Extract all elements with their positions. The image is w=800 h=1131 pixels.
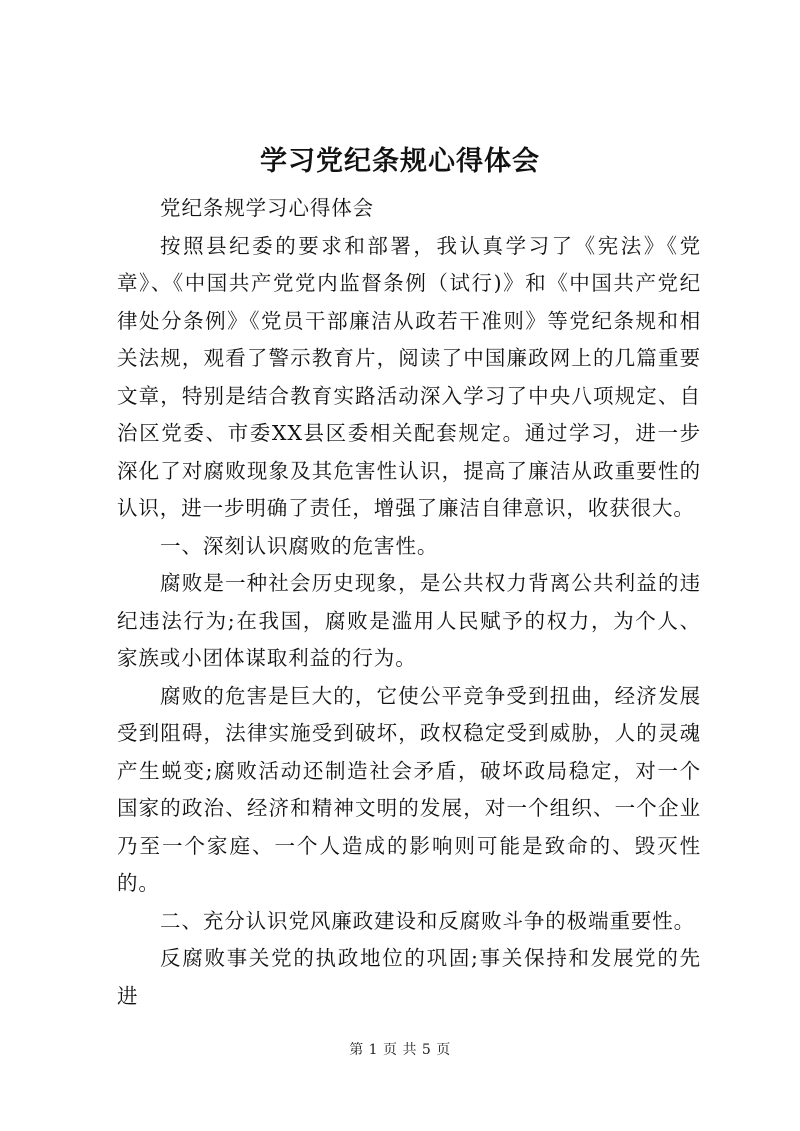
document-title: 学习党纪条规心得体会 bbox=[260, 146, 540, 177]
paragraph-harm: 腐败的危害是巨大的，它使公平竞争受到扭曲，经济发展受到阻碍，法律实施受到破坏，政权稳定受到威胁，人的灵魂产生蜕变;腐败活动还制造社会矛盾，破坏政局稳定，对一个国家的政治、经济和精神文明的发展，对一个组织、一个企业乃至一个家庭、一个人造成的影响则可能是致命的、毁灭性的。 bbox=[117, 683, 701, 895]
paragraph-importance: 反腐败事关党的执政地位的巩固;事关保持和发展党的先进 bbox=[117, 946, 701, 1008]
page-number-footer: 第 1 页 共 5 页 bbox=[349, 1042, 451, 1058]
paragraph-definition: 腐败是一种社会历史现象，是公共权力背离公共利益的违纪违法行为;在我国，腐败是滥用人民赋予的权力，为个人、家族或小团体谋取利益的行为。 bbox=[117, 571, 701, 670]
paragraph-subtitle: 党纪条规学习心得体会 bbox=[160, 196, 375, 220]
section-heading-1: 一、深刻认识腐败的危害性。 bbox=[160, 533, 439, 558]
section-heading-2: 二、充分认识党风廉政建设和反腐败斗争的极端重要性。 bbox=[160, 908, 696, 933]
paragraph-intro: 按照县纪委的要求和部署，我认真学习了《宪法》《党章》、《中国共产党党内监督条例（试行)》和《中国共产党纪律处分条例》《党员干部廉洁从政若干准则》等党纪条规和相关法规，观看了警示教育片，阅读了中国廉政网上的几篇重要文章，特别是结合教育实路活动深入学习了中央八项规定、自治区党委、市委XX县区委相关配套规定。通过学习，进一步深化了对腐败现象及其危害性认识，提高了廉洁从政重要性的认识，进一步明确了责任，增强了廉洁自律意识，收获很大。 bbox=[117, 233, 701, 520]
document-body bbox=[117, 190, 701, 1015]
